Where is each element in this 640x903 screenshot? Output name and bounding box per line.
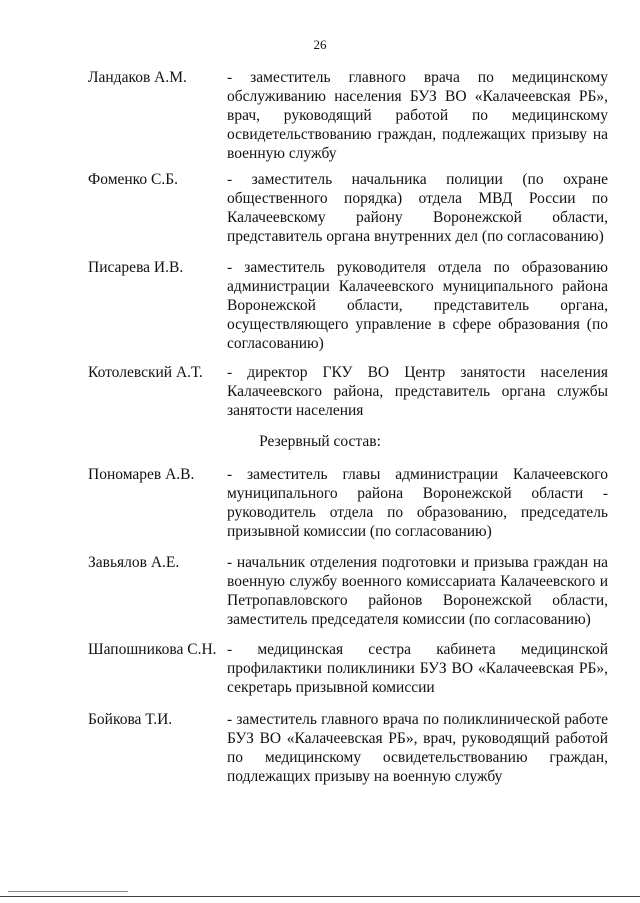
- member-name: Ландаков А.М.: [88, 69, 187, 86]
- member-name: Шапошникова С.Н.: [88, 641, 217, 658]
- member-entry-zavyalov: [88, 553, 608, 629]
- member-entry-ponomarev: [88, 465, 608, 541]
- member-entry-kotolevsky: [88, 363, 608, 420]
- member-role: - заместитель главы администрации Калачеевского муниципального района Воронежской области - руководитель отдела по образованию, председатель призывной комиссии (по согласованию): [227, 466, 608, 540]
- member-name: Писарева И.В.: [88, 259, 184, 276]
- page-number: 26: [313, 37, 327, 52]
- member-role: - заместитель начальника полиции (по охране общественного порядка) отдела МВД России по Калачеевскому району Воронежской области, представитель органа внутренних дел (по согласованию): [227, 171, 608, 245]
- member-entry-fomenko: [88, 170, 608, 246]
- member-name: Котолевский А.Т.: [88, 364, 203, 381]
- member-entry-landakov: [88, 68, 608, 163]
- member-role: - заместитель руководителя отдела по образованию администрации Калачеевского муниципального района Воронежской области, представитель органа, осуществляющего управление в сфере образования (по согласованию): [227, 259, 608, 352]
- member-role: - начальник отделения подготовки и призыва граждан на военную службу военного комиссариата Калачеевского и Петропавловского районов Воронежской области, заместитель председателя комиссии (по согласованию): [227, 554, 608, 628]
- member-name: Пономарев А.В.: [88, 466, 195, 483]
- member-name: Завьялов А.Е.: [88, 554, 180, 571]
- member-entry-boykova: [88, 710, 608, 786]
- member-name: Фоменко С.Б.: [88, 171, 179, 188]
- member-name: Бойкова Т.И.: [88, 711, 173, 728]
- member-role: - медицинская сестра кабинета медицинской профилактики поликлиники БУЗ ВО «Калачеевская РБ», секретарь призывной комиссии: [227, 641, 608, 696]
- member-role: - директор ГКУ ВО Центр занятости населения Калачеевского района, представитель органа службы занятости населения: [227, 364, 608, 419]
- scan-edge-line: [8, 891, 128, 892]
- page-bottom-rule: [0, 896, 640, 897]
- member-entry-shaposhnikova: [88, 640, 608, 697]
- member-role: - заместитель главного врача по поликлинической работе БУЗ ВО «Калачеевская РБ», врач, руководящий работой по медицинскому освидетельствованию граждан, подлежащих призыву на военную службу: [227, 711, 608, 785]
- reserve-section-title: Резервный состав:: [259, 433, 381, 450]
- member-role: - заместитель главного врача по медицинскому обслуживанию населения БУЗ ВО «Калачеевская РБ», врач, руководящий работой по медицинскому освидетельствованию граждан, подлежащих призыву на военную службу: [227, 69, 608, 162]
- member-entry-pisareva: [88, 258, 608, 353]
